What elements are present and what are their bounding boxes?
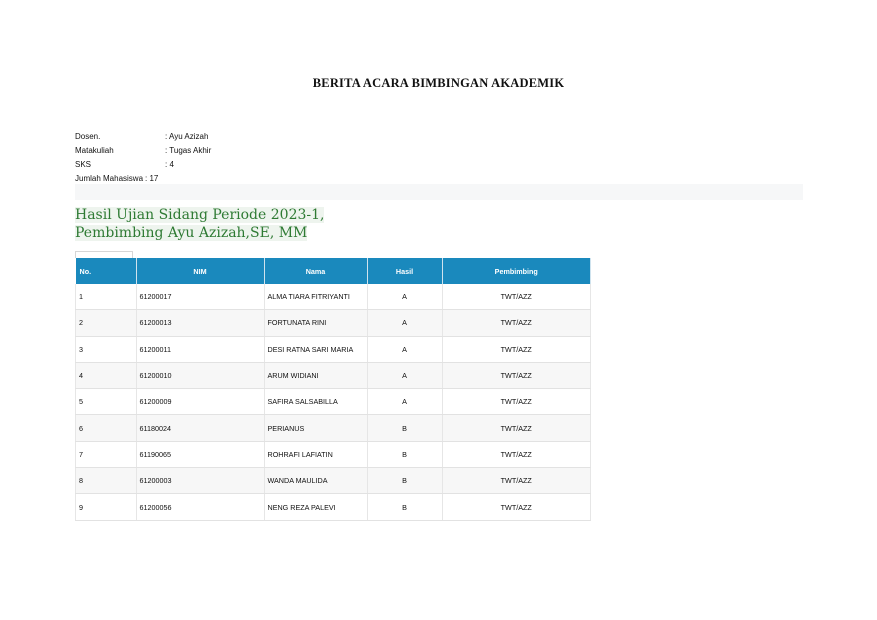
cell-nama: ROHRAFI LAFIATIN <box>264 441 367 467</box>
table-header-row <box>76 258 591 284</box>
cell-no: 2 <box>76 310 137 336</box>
cell-no: 3 <box>76 336 137 362</box>
cell-hasil: A <box>367 362 442 388</box>
cell-no: 4 <box>76 362 137 388</box>
table-row <box>76 284 591 310</box>
cell-nama: NENG REZA PALEVI <box>264 494 367 520</box>
cell-nama: WANDA MAULIDA <box>264 468 367 494</box>
meta-row-matakuliah <box>75 144 211 158</box>
cell-hasil: B <box>367 468 442 494</box>
table-body <box>76 284 591 520</box>
cell-no: 1 <box>76 284 137 310</box>
cell-pembimbing: TWT/AZZ <box>442 494 591 520</box>
table-row <box>76 468 591 494</box>
table-row <box>76 415 591 441</box>
section-heading <box>75 206 324 242</box>
heading-line-1: Hasil Ujian Sidang Periode 2023-1, <box>75 207 325 223</box>
meta-label: Dosen. <box>75 132 101 141</box>
cell-nama: FORTUNATA RINI <box>264 310 367 336</box>
meta-value: : Tugas Akhir <box>165 146 212 155</box>
cell-pembimbing: TWT/AZZ <box>442 415 591 441</box>
header-pembimbing: Pembimbing <box>442 258 591 284</box>
cell-nama: SAFIRA SALSABILLA <box>264 389 367 415</box>
meta-label: SKS <box>75 160 92 169</box>
cell-hasil: B <box>367 441 442 467</box>
header-hasil: Hasil <box>367 258 442 284</box>
cell-no: 8 <box>76 468 137 494</box>
cell-nim: 61190065 <box>136 441 264 467</box>
cell-pembimbing: TWT/AZZ <box>442 284 591 310</box>
cell-nama: PERIANUS <box>264 415 367 441</box>
meta-row-dosen <box>75 130 211 144</box>
cell-pembimbing: TWT/AZZ <box>442 336 591 362</box>
cell-nim: 61200017 <box>136 284 264 310</box>
cell-hasil: A <box>367 336 442 362</box>
cell-nim: 61200003 <box>136 468 264 494</box>
meta-value: : Ayu Azizah <box>165 132 209 141</box>
cell-nim: 61200009 <box>136 389 264 415</box>
cell-nama: ARUM WIDIANI <box>264 362 367 388</box>
heading-line-2: Pembimbing Ayu Azizah,SE, MM <box>75 225 308 241</box>
cell-nim: 61200056 <box>136 494 264 520</box>
cell-nim: 61200011 <box>136 336 264 362</box>
table-row <box>76 389 591 415</box>
cell-pembimbing: TWT/AZZ <box>442 310 591 336</box>
cell-hasil: A <box>367 284 442 310</box>
cell-nim: 61200013 <box>136 310 264 336</box>
meta-value: : 17 <box>145 174 159 183</box>
cell-pembimbing: TWT/AZZ <box>442 441 591 467</box>
table-row <box>76 441 591 467</box>
cell-nim: 61180024 <box>136 415 264 441</box>
cell-no: 7 <box>76 441 137 467</box>
cell-pembimbing: TWT/AZZ <box>442 468 591 494</box>
table-row <box>76 336 591 362</box>
cell-no: 9 <box>76 494 137 520</box>
cell-nama: ALMA TIARA FITRIYANTI <box>264 284 367 310</box>
table-row <box>76 310 591 336</box>
meta-row-sks <box>75 158 211 172</box>
cell-hasil: B <box>367 494 442 520</box>
cell-hasil: A <box>367 310 442 336</box>
header-no: No. <box>76 258 137 284</box>
cell-nama: DESI RATNA SARI MARIA <box>264 336 367 362</box>
cell-hasil: B <box>367 415 442 441</box>
document-meta <box>75 130 211 186</box>
header-nim: NIM <box>136 258 264 284</box>
table-row <box>76 494 591 520</box>
table-handle <box>75 251 133 258</box>
cell-pembimbing: TWT/AZZ <box>442 389 591 415</box>
cell-no: 5 <box>76 389 137 415</box>
meta-label: Jumlah Mahasiswa <box>75 174 144 183</box>
document-title: BERITA ACARA BIMBINGAN AKADEMIK <box>312 76 565 90</box>
meta-label: Matakuliah <box>75 146 114 155</box>
cell-nim: 61200010 <box>136 362 264 388</box>
cell-pembimbing: TWT/AZZ <box>442 362 591 388</box>
cell-no: 6 <box>76 415 137 441</box>
table-row <box>76 362 591 388</box>
header-nama: Nama <box>264 258 367 284</box>
meta-value: : 4 <box>165 160 174 169</box>
cell-hasil: A <box>367 389 442 415</box>
results-table <box>75 258 591 521</box>
separator-band <box>75 184 803 200</box>
